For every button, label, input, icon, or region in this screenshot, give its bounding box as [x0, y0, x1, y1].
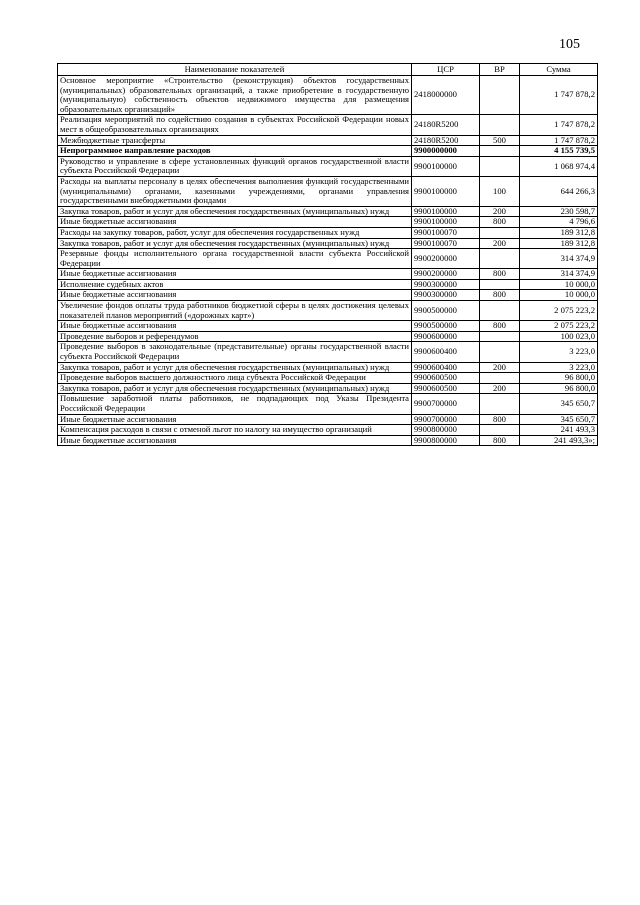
row-csr-cell: 9900300000	[412, 279, 480, 290]
row-csr-cell: 9900700000	[412, 414, 480, 425]
row-csr-cell: 24180R5200	[412, 135, 480, 146]
row-csr-cell: 9900600400	[412, 342, 480, 362]
row-vr-cell	[480, 279, 520, 290]
row-vr-cell: 200	[480, 362, 520, 373]
row-name-cell: Проведение выборов высшего должностного лица субъекта Российской Федерации	[58, 373, 412, 384]
table-body	[58, 76, 598, 446]
row-csr-cell: 9900100070	[412, 238, 480, 249]
table-row	[58, 414, 598, 425]
table-row	[58, 146, 598, 157]
row-vr-cell	[480, 342, 520, 362]
table-row	[58, 373, 598, 384]
row-name-cell: Исполнение судебных актов	[58, 279, 412, 290]
header-name: Наименование показателей	[58, 64, 412, 76]
row-name-cell: Проведение выборов в законодательные (представительные) органы государственной власти субъекта Российской Федерации	[58, 342, 412, 362]
row-name-cell: Закупка товаров, работ и услуг для обеспечения государственных (муниципальных) нужд	[58, 206, 412, 217]
row-vr-cell: 800	[480, 290, 520, 301]
header-vr: ВР	[480, 64, 520, 76]
row-sum-cell: 96 800,0	[520, 373, 598, 384]
row-name-cell: Расходы на закупку товаров, работ, услуг для обеспечения государственных нужд	[58, 227, 412, 238]
row-sum-cell: 3 223,0	[520, 342, 598, 362]
row-vr-cell	[480, 227, 520, 238]
row-vr-cell	[480, 115, 520, 135]
row-csr-cell: 9900800000	[412, 425, 480, 436]
row-name-cell: Иные бюджетные ассигнования	[58, 290, 412, 301]
row-vr-cell: 800	[480, 321, 520, 332]
table-row	[58, 76, 598, 115]
table-row	[58, 394, 598, 414]
row-csr-cell: 9900100000	[412, 217, 480, 228]
row-csr-cell: 9900200000	[412, 249, 480, 269]
row-name-cell: Резервные фонды исполнительного органа государственной власти субъекта Российской Федерации	[58, 249, 412, 269]
row-vr-cell	[480, 156, 520, 176]
row-csr-cell: 9900100000	[412, 206, 480, 217]
row-vr-cell	[480, 146, 520, 157]
row-sum-cell: 314 374,9	[520, 269, 598, 280]
header-csr: ЦСР	[412, 64, 480, 76]
row-name-cell: Межбюджетные трансферты	[58, 135, 412, 146]
row-csr-cell: 9900600500	[412, 383, 480, 394]
row-sum-cell: 4 796,6	[520, 217, 598, 228]
row-sum-cell: 1 747 878,2	[520, 76, 598, 115]
row-vr-cell	[480, 249, 520, 269]
row-sum-cell: 189 312,8	[520, 238, 598, 249]
row-sum-cell: 241 493,3»;	[520, 435, 598, 446]
row-name-cell: Иные бюджетные ассигнования	[58, 321, 412, 332]
row-vr-cell: 200	[480, 238, 520, 249]
page-number: 105	[559, 37, 580, 52]
budget-table	[57, 63, 598, 446]
row-sum-cell: 189 312,8	[520, 227, 598, 238]
row-csr-cell: 9900300000	[412, 290, 480, 301]
row-vr-cell: 800	[480, 269, 520, 280]
row-sum-cell: 2 075 223,2	[520, 321, 598, 332]
row-sum-cell: 4 155 739,5	[520, 146, 598, 157]
row-sum-cell: 230 598,7	[520, 206, 598, 217]
row-name-cell: Иные бюджетные ассигнования	[58, 414, 412, 425]
row-vr-cell: 800	[480, 435, 520, 446]
table-row	[58, 238, 598, 249]
row-sum-cell: 314 374,9	[520, 249, 598, 269]
row-csr-cell: 9900500000	[412, 301, 480, 321]
table-row	[58, 362, 598, 373]
row-vr-cell: 200	[480, 206, 520, 217]
row-sum-cell: 1 747 878,2	[520, 135, 598, 146]
table-row	[58, 383, 598, 394]
table-row	[58, 290, 598, 301]
row-vr-cell: 800	[480, 217, 520, 228]
row-sum-cell: 345 650,7	[520, 394, 598, 414]
row-sum-cell: 241 493,3	[520, 425, 598, 436]
row-name-cell: Иные бюджетные ассигнования	[58, 269, 412, 280]
row-sum-cell: 345 650,7	[520, 414, 598, 425]
row-name-cell: Закупка товаров, работ и услуг для обеспечения государственных (муниципальных) нужд	[58, 383, 412, 394]
row-csr-cell: 9900500000	[412, 321, 480, 332]
row-csr-cell: 9900200000	[412, 269, 480, 280]
row-sum-cell: 2 075 223,2	[520, 301, 598, 321]
table-row	[58, 156, 598, 176]
table-row	[58, 331, 598, 342]
table-row	[58, 269, 598, 280]
row-name-cell: Компенсация расходов в связи с отменой льгот по налогу на имущество организаций	[58, 425, 412, 436]
row-vr-cell	[480, 373, 520, 384]
row-vr-cell: 200	[480, 383, 520, 394]
row-name-cell: Реализация мероприятий по содействию создания в субъектах Российской Федерации новых мест в общеобразовательных организациях	[58, 115, 412, 135]
row-sum-cell: 10 000,0	[520, 279, 598, 290]
table-row	[58, 435, 598, 446]
table-row	[58, 249, 598, 269]
row-csr-cell: 9900100000	[412, 156, 480, 176]
row-name-cell: Проведение выборов и референдумов	[58, 331, 412, 342]
row-csr-cell: 9900000000	[412, 146, 480, 157]
row-sum-cell: 1 068 974,4	[520, 156, 598, 176]
table-header-row	[58, 64, 598, 76]
row-name-cell: Руководство и управление в сфере установленных функций органов государственной власти субъекта Российской Федерации	[58, 156, 412, 176]
row-vr-cell	[480, 76, 520, 115]
table-row	[58, 342, 598, 362]
table-row	[58, 176, 598, 206]
row-name-cell: Непрограммное направление расходов	[58, 146, 412, 157]
table-row	[58, 321, 598, 332]
table-row	[58, 227, 598, 238]
row-sum-cell: 96 800,0	[520, 383, 598, 394]
row-sum-cell: 1 747 878,2	[520, 115, 598, 135]
table-row	[58, 217, 598, 228]
table-row	[58, 425, 598, 436]
table-row	[58, 115, 598, 135]
row-name-cell: Увеличение фондов оплаты труда работников бюджетной сферы в целях достижения целевых показателей планов мероприятий («дорожных карт»)	[58, 301, 412, 321]
header-sum: Сумма	[520, 64, 598, 76]
row-csr-cell: 9900800000	[412, 435, 480, 446]
table-row	[58, 279, 598, 290]
row-name-cell: Иные бюджетные ассигнования	[58, 217, 412, 228]
row-sum-cell: 3 223,0	[520, 362, 598, 373]
row-sum-cell: 100 023,0	[520, 331, 598, 342]
row-csr-cell: 24180R5200	[412, 115, 480, 135]
row-vr-cell	[480, 425, 520, 436]
row-csr-cell: 9900600500	[412, 373, 480, 384]
row-vr-cell	[480, 301, 520, 321]
row-vr-cell: 500	[480, 135, 520, 146]
row-name-cell: Повышение заработной платы работников, не подпадающих под Указы Президента Российской Федерации	[58, 394, 412, 414]
row-csr-cell: 9900700000	[412, 394, 480, 414]
table-row	[58, 301, 598, 321]
row-name-cell: Закупка товаров, работ и услуг для обеспечения государственных (муниципальных) нужд	[58, 238, 412, 249]
row-vr-cell	[480, 394, 520, 414]
row-vr-cell: 100	[480, 176, 520, 206]
row-vr-cell	[480, 331, 520, 342]
row-sum-cell: 644 266,3	[520, 176, 598, 206]
row-name-cell: Основное мероприятие «Строительство (реконструкция) объектов государственных (муниципальных) образовательных организаций, а также приобретение в государственную (муниципальную) собственность объектов недвижимого имущества для размещения образовательных организаций»	[58, 76, 412, 115]
row-name-cell: Иные бюджетные ассигнования	[58, 435, 412, 446]
row-csr-cell: 9900100000	[412, 176, 480, 206]
row-name-cell: Расходы на выплаты персоналу в целях обеспечения выполнения функций государственными (муниципальными) органами, казенными учреждениями, органами управления государственными внебюджетными фондами	[58, 176, 412, 206]
table-row	[58, 206, 598, 217]
row-csr-cell: 9900100070	[412, 227, 480, 238]
table-row	[58, 135, 598, 146]
row-csr-cell: 9900600400	[412, 362, 480, 373]
row-vr-cell: 800	[480, 414, 520, 425]
row-csr-cell: 2418000000	[412, 76, 480, 115]
row-sum-cell: 10 000,0	[520, 290, 598, 301]
row-csr-cell: 9900600000	[412, 331, 480, 342]
row-name-cell: Закупка товаров, работ и услуг для обеспечения государственных (муниципальных) нужд	[58, 362, 412, 373]
